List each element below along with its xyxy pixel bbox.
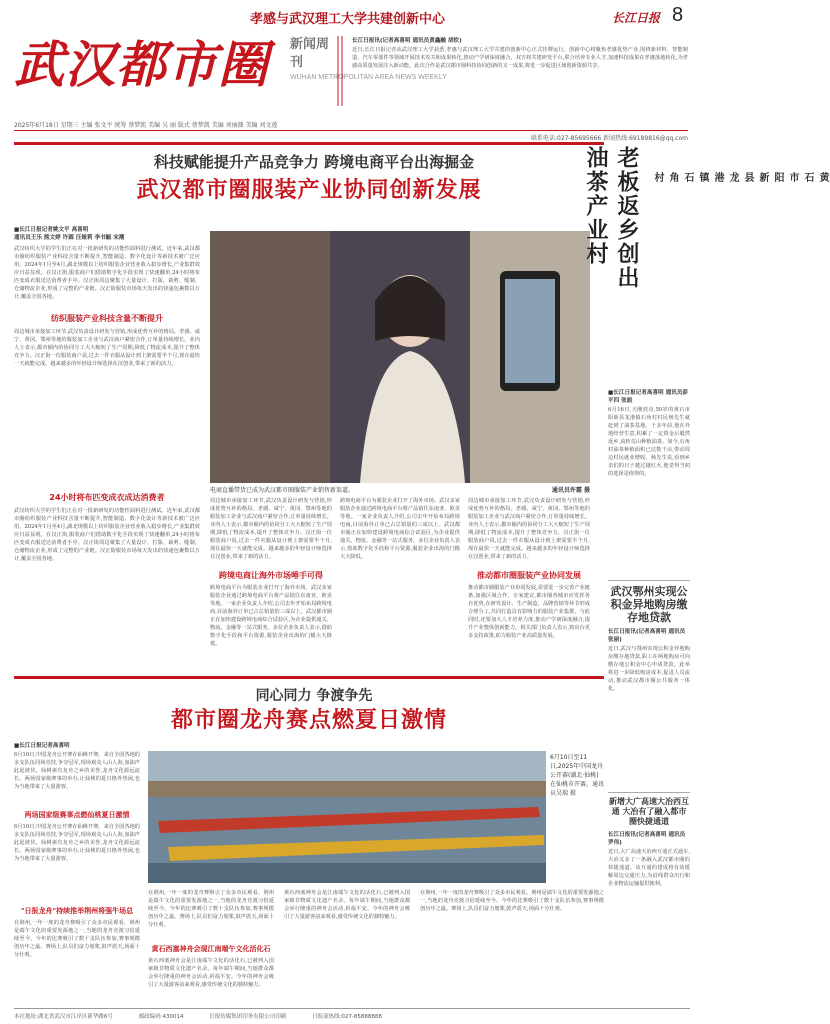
feature-intro: 武汉纺织大学的学生们正在对一批新研发的功能性面料进行测试。近年来,武汉都市圈纺织服装产业科技含量不断提升,智能制造、数字化设计等新技术被广泛应用。2024年1月至4月,湖北规模以上纺织服装企业营业收入稳步增长,产业集群效应日益显现。在汉正街,服装商户们借助数字化手段实现了快速翻单,24小时将布匹变成衣服送达消费者手中。汉正街周边聚集了大量设计、打版、裁剪、缝制、仓储物流企业,形成了完整的产业链。汉正街服装市场每天发出的快递包裹数以万计,覆盖全国各地。	[14, 246, 200, 300]
page-footer	[14, 1008, 690, 1022]
photo-illustration-icon	[210, 231, 590, 483]
masthead	[14, 30, 286, 116]
contact-bar	[14, 130, 688, 140]
dragon-boat-photo	[148, 751, 546, 883]
footer-hotline: 日报部热线:027-85888888	[311, 1014, 382, 1020]
footer-address: 本社地址:湖北省武汉市江岸区新华路6号	[14, 1014, 113, 1020]
edition-meta: 2025年6月18日 星期三 主编 张文平 统筹 蔡梦凯 美编 吴 丽 版式 蔡梦凯 美编 刘丽薇 美编 刘文莲	[14, 122, 278, 129]
feature-body-7: 推动都市圈服装产业协同发展,需要进一步完善产业链条,加强区域合作。专家建议,都市圈各城市应发挥各自优势,在研发设计、生产制造、品牌营销等环节形成合理分工,共同打造具有影响力的服装产业集群。与此同时,还要加大人才培养力度,推动产学研深度融合,提升产业整体创新能力。相关部门负责人表示,将出台更多支持政策,助力服装产业高质量发展。	[468, 585, 590, 639]
article-body: 近日,长江日报记者从武汉理工大学获悉,孝感与武汉理工大学共建的创新中心正式挂牌运行。创新中心将聚焦孝感优势产业,围绕新材料、智能制造、汽车零部件等领域开展技术攻关和成果转化,推动产学研深度融合。双方将共建研发平台,联合培养专业人才,加速科技成果在孝感落地转化,为孝感高质量发展注入新动能。此次合作是武汉都市圈科技协同创新的又一成果,将进一步促进区域创新资源共享。	[352, 47, 688, 69]
dragon-boat-illustration-icon	[148, 751, 546, 883]
right-article-3	[608, 792, 690, 928]
fund-article-body: 近日,武汉与鄂州实现公积金异地购房缴存地贷款,职工在两地购房可向缴存地公积金中心申请贷款。此举将进一步降低购房成本,促进人员流动,推动武汉都市圈公共服务一体化。	[608, 646, 690, 692]
oil-tea-article-body: 6月16日,天刚放亮,50岁的黄石市阳新县龙港镇石角村村民杨先生就赶到了油茶基地。十多年前,他在外地经营生意,积累了一定资金后毅然返乡,流转荒山种植油茶。如今,石角村油茶种植面积已达数千亩,带动周边村民就业增收。杨先生说,看到乡亲们的日子越过越红火,他觉得当初的选择是值得的。	[608, 407, 690, 477]
dragon-boat-article	[14, 676, 604, 1006]
feature-body-4: 跨境电商平台为服装企业打开了海外市场。武汉多家服装企业通过跨境电商平台将产品销往东南亚、欧美等地。一家企业负责人介绍,公司去年开始布局跨境电商,目前海外订单已占总销量的三成以上。武汉都市圈正在加快建设跨境电商综合试验区,为企业提供通关、物流、金融等一站式服务。多位企业负责人表示,借助数字化手段和平台资源,服装企业出海的门槛大大降低。	[210, 585, 332, 647]
dragon-body-7: 在荆州,一年一度的龙舟赛吸引了众多市民观看。荆州是端午文化的重要发源地之一,当地的龙舟竞渡习俗延续至今。今年的比赛吸引了数十支队伍参加,赛事规模创历年之最。赛场上,队员们奋力划桨,鼓声震天,场面十分壮观。	[420, 890, 604, 912]
caption-text: 电商直播带货已成为武汉都市圈服装产业销售新渠道。	[210, 487, 355, 494]
page-number: 8	[672, 4, 684, 26]
masthead-logo: 武汉都市圈	[14, 36, 269, 94]
dragon-photo-caption: 6月10日至11日,2025年中国龙舟公开赛(湖北·仙桃)在仙桃市开赛。通讯员吴瑞 摄	[550, 754, 605, 797]
top-right-article	[352, 36, 688, 126]
expressway-article-title[interactable]: 新增大广高速大冶西互通 大冶有了融入都市圈快捷通道	[609, 797, 689, 826]
dragon-column-3	[284, 889, 410, 1007]
feature-column-3	[340, 497, 460, 669]
feature-article	[14, 142, 604, 672]
feature-subhead-3: 跨境电商让海外市场唾手可得	[219, 571, 323, 580]
feature-kicker: 科技赋能提升产品竞争力 跨境电商平台出海掘金	[153, 153, 475, 171]
dragon-column-1	[14, 741, 140, 991]
vertical-title-block	[583, 142, 648, 302]
feature-column-2	[210, 497, 332, 676]
fund-article-byline: 长江日报讯(记者高喜明 通讯员张丽)	[608, 629, 686, 643]
feature-body-3: 周边城市承接加工环节,武汉负责设计研发与营销,形成优势互补的格局。孝感、咸宁、黄冈、鄂州等地的服装加工企业与武汉商户紧密合作,订单量持续增长。业内人士表示,都市圈内的协同分工大大缩短了生产周期,降低了物流成本,提升了整体竞争力。汉正街一位服装商户说,过去一件衣服从设计到上架需要半个月,现在最快一天就能完成。越来越多的年轻设计师选择在汉创业,带来了新的活力。	[210, 498, 332, 560]
dragon-kicker: 同心同力 争渡争先	[255, 688, 373, 704]
feature-subhead-4: 推动都市圈服装产业协同发展	[477, 571, 581, 580]
feature-subhead-2: 24小时将布匹变成衣成达消费者	[49, 493, 165, 502]
dragon-title[interactable]: 都市圈龙舟赛点燃夏日激情	[170, 708, 447, 733]
dragon-body-1: 6月10日,中国龙舟公开赛在仙桃开赛。来自全国各地的多支队伍同场竞技,争夺冠军,现场观众人山人海,加油声此起彼伏。仙桃素有龙舟之乡的美誉,龙舟文化源远流长。两场国家级赛事的举办,让仙桃的夏日格外热闹,也为当地带来了大量游客。	[14, 752, 140, 790]
top-headline[interactable]: 孝感与武汉理工大学共建创新中心	[250, 12, 446, 27]
feature-byline-2: 通讯员王乐 熊文婷 许圆 汪娅莉 李书毓 宋潮	[14, 235, 125, 241]
article-byline: 长江日报讯(记者高喜明 通讯员黄鑫融 胡钦)	[352, 38, 462, 44]
dragon-column-2	[148, 889, 274, 1011]
livestream-photo	[210, 231, 590, 483]
dragon-body-5: 黄石西塞神舟会是江南端午文化的活化石,已被列入国家级非物质文化遗产名录。每年端午期间,当地群众都会举行隆重的神舟会活动,祈福平安。今年的神舟会吸引了大量游客前来观看,感受传统文化的独特魅力。	[148, 958, 274, 988]
right-article-1-body	[608, 388, 690, 586]
paper-name: 长江日报	[612, 11, 661, 25]
dragon-subhead-2: "日报龙舟"持续推举荆州将强牛场总	[20, 907, 134, 915]
footer-postcode: 邮政编码:430014	[138, 1014, 184, 1020]
vertical-title[interactable]: 老板返乡创出油茶产业村	[583, 146, 639, 290]
right-article-2	[608, 580, 690, 813]
right-column	[583, 142, 828, 902]
photo-caption	[210, 485, 590, 494]
vertical-subtitle: 黄石市阳新县龙港镇石角村	[652, 172, 828, 183]
dragon-body-4: 在荆州,一年一度的龙舟赛吸引了众多市民观看。荆州是端午文化的重要发源地之一,当地的龙舟竞渡习俗延续至今。今年的比赛吸引了数十支队伍参加,赛事规模创历年之最。赛场上,队员们奋力划桨,鼓声震天,场面十分壮观。	[148, 890, 274, 928]
expressway-article-byline: 长江日报讯(记者高喜明 通讯员 罗伟)	[608, 832, 686, 846]
weekly-english: WUHAN METROPOLITAN AREA NEWS WEEKLY	[290, 74, 447, 81]
photo-credit: 通讯员许霜 摄	[551, 487, 590, 494]
contact-info: 联系电话:027-85695666 新闻热线:69189816@qq.com	[531, 135, 688, 142]
top-banner	[0, 0, 702, 34]
dragon-byline: ■长江日报记者高喜明	[14, 743, 70, 749]
feature-body-2: 武汉纺织大学的学生们正在对一批新研发的功能性面料进行测试。近年来,武汉都市圈纺织服装产业科技含量不断提升,智能制造、数字化设计等新技术被广泛应用。2024年1月至4月,湖北规模以上纺织服装企业营业收入稳步增长,产业集群效应日益显现。在汉正街,服装商户们借助数字化手段实现了快速翻单,24小时将布匹变成衣服送达消费者手中。汉正街周边聚集了大量设计、打版、裁剪、缝制、仓储物流企业,形成了完整的产业链。汉正街服装市场每天发出的快递包裹数以万计,覆盖全国各地。	[14, 508, 200, 562]
dragon-subhead-3: 黄石西塞神舟会现江南端午文化活化石	[151, 945, 271, 953]
weekly-label: 新闻周刊	[290, 37, 330, 70]
feature-body-1: 周边城市承接加工环节,武汉负责设计研发与营销,形成优势互补的格局。孝感、咸宁、黄冈、鄂州等地的服装加工企业与武汉商户紧密合作,订单量持续增长。业内人士表示,都市圈内的协同分工大大缩短了生产周期,降低了物流成本,提升了整体竞争力。汉正街一位服装商户说,过去一件衣服从设计到上架需要半个月,现在最快一天就能完成。越来越多的年轻设计师选择在汉创业,带来了新的活力。	[14, 329, 200, 367]
feature-title[interactable]: 武汉都市圈服装产业协同创新发展	[136, 178, 482, 203]
feature-byline-1: ■长江日报记者姚文平 高喜明	[14, 227, 89, 233]
feature-column-4	[468, 497, 590, 676]
footer-printer: 长报传媒集团印务有限公司印刷	[209, 1014, 287, 1020]
feature-body-6: 周边城市承接加工环节,武汉负责设计研发与营销,形成优势互补的格局。孝感、咸宁、黄冈、鄂州等地的服装加工企业与武汉商户紧密合作,订单量持续增长。业内人士表示,都市圈内的协同分工大大缩短了生产周期,降低了物流成本,提升了整体竞争力。汉正街一位服装商户说,过去一件衣服从设计到上架需要半个月,现在最快一天就能完成。越来越多的年轻设计师选择在汉创业,带来了新的活力。	[468, 498, 590, 560]
dragon-body-3: 在荆州,一年一度的龙舟赛吸引了众多市民观看。荆州是端午文化的重要发源地之一,当地的龙舟竞渡习俗延续至今。今年的比赛吸引了数十支队伍参加,赛事规模创历年之最。赛场上,队员们奋力划桨,鼓声震天,场面十分壮观。	[14, 920, 140, 958]
dragon-body-6: 黄石西塞神舟会是江南端午文化的活化石,已被列入国家级非物质文化遗产名录。每年端午期间,当地群众都会举行隆重的神舟会活动,祈福平安。今年的神舟会吸引了大量游客前来观看,感受传统文化的独特魅力。	[284, 890, 410, 920]
rc-byline-visible: ■长江日报记者高喜明 通讯员彭平四 张振	[608, 390, 688, 404]
dragon-body-2: 6月10日,中国龙舟公开赛在仙桃开赛。来自全国各地的多支队伍同场竞技,争夺冠军,现场观众人山人海,加油声此起彼伏。仙桃素有龙舟之乡的美誉,龙舟文化源远流长。两场国家级赛事的举办,让仙桃的夏日格外热闹,也为当地带来了大量游客。	[14, 824, 140, 862]
masthead-divider-icon	[336, 36, 348, 106]
feature-subhead-1: 纺织服装产业科技含量不断提升	[51, 314, 163, 323]
feature-column-1	[14, 225, 200, 657]
dragon-subhead-1: 两场国家级赛事点燃仙桃夏日激情	[24, 811, 130, 819]
expressway-article-body: 近日,大广高速大冶西互通正式通车,大冶又多了一条融入武汉都市圈的快捷通道。该互通的建成将有效缓解周边交通压力,为沿线群众出行和企业物流运输提供便利。	[608, 849, 690, 887]
dragon-column-4	[420, 889, 604, 1007]
feature-body-5: 跨境电商平台为服装企业打开了海外市场。武汉多家服装企业通过跨境电商平台将产品销往东南亚、欧美等地。一家企业负责人介绍,公司去年开始布局跨境电商,目前海外订单已占总销量的三成以上。武汉都市圈正在加快建设跨境电商综合试验区,为企业提供通关、物流、金融等一站式服务。多位企业负责人表示,借助数字化手段和平台资源,服装企业出海的门槛大大降低。	[340, 498, 460, 560]
fund-article-title[interactable]: 武汉鄂州实现公积金异地购房缴存地贷款	[610, 585, 688, 624]
